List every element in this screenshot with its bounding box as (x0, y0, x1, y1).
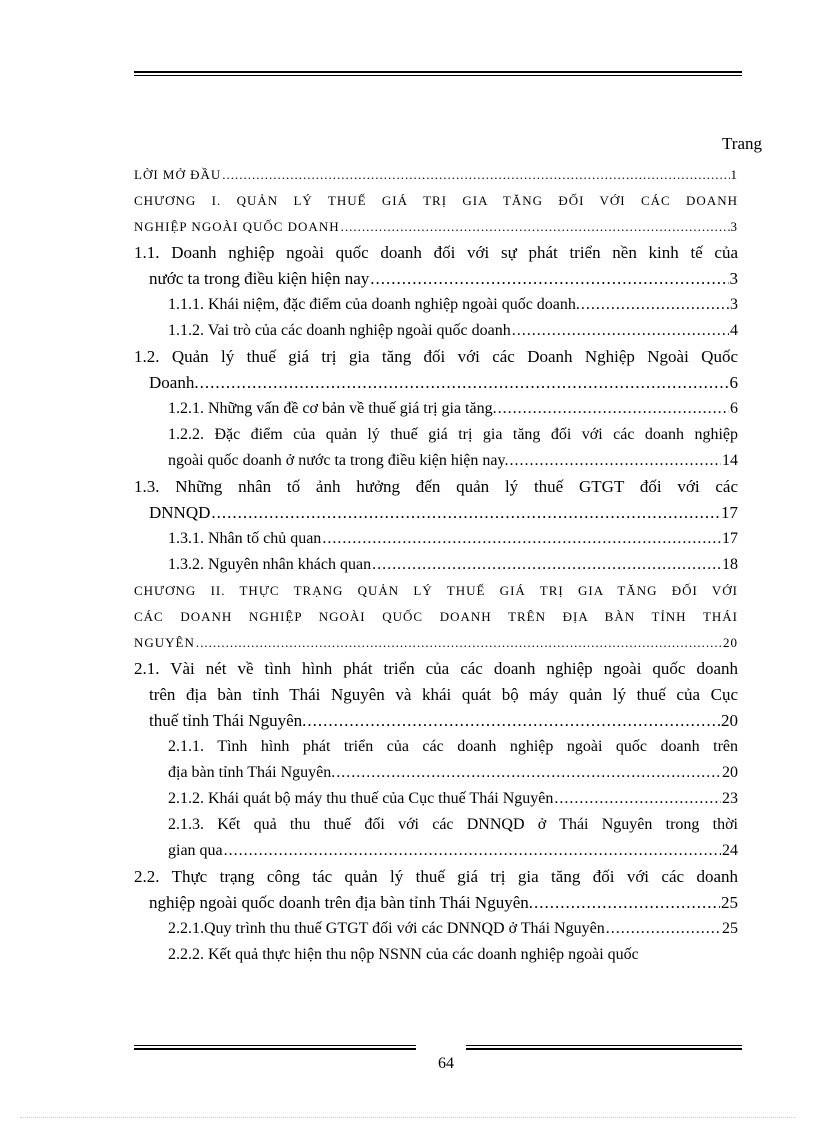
toc-page-number: 17 (721, 503, 738, 522)
toc-entry-text: ngoài quốc doanh ở nước ta trong điều kiện hiện nay. (168, 452, 509, 469)
dot-leader (307, 708, 720, 734)
toc-entry-text: 1.3.1. Nhân tố chủ quan (168, 530, 322, 547)
toc-page-number: 20 (721, 711, 738, 730)
toc-entry-text: trên địa bàn tỉnh Thái Nguyên và khái quát bộ máy quản lý thuế của Cục (149, 685, 738, 704)
dot-leader (581, 292, 729, 318)
toc-entry-text: Doanh. (149, 373, 199, 392)
toc-page-number: 3 (730, 219, 738, 234)
header-double-rule (134, 71, 742, 77)
toc-entry-text: DNNQD (149, 503, 211, 522)
toc-entry[interactable] (134, 318, 738, 344)
toc-entry[interactable] (134, 240, 738, 292)
toc-entry-text: 1.2.1. Những vấn đề cơ bản về thuế giá trị gia tăng. (168, 400, 497, 417)
dot-leader (224, 838, 721, 864)
dot-leader (370, 266, 728, 292)
toc-entry-text: CHƯƠNG II. THỰC TRẠNG QUẢN LÝ THUẾ GIÁ TRỊ GIA TĂNG ĐỐI VỚI (134, 583, 738, 598)
toc-page-number: 1 (730, 167, 738, 182)
page-column-heading: Trang (722, 134, 762, 153)
toc-page-number: 4 (730, 322, 738, 339)
toc-entry-text: 1.3. Những nhân tố ảnh hưởng đến quản lý thuế GTGT đối với các (134, 477, 738, 496)
toc-entry-text: 2.1.3. Kết quả thu thuế đối với các DNNQD ở Thái Nguyên trong thời (168, 816, 738, 833)
toc-entry[interactable] (134, 786, 738, 812)
dot-leader (534, 890, 720, 916)
toc-page-number: 3 (729, 269, 738, 288)
toc-entry[interactable] (134, 552, 738, 578)
toc-entry-text: 1.1.2. Vai trò của các doanh nghiệp ngoài quốc doanh (168, 322, 511, 339)
footer-rule-right (466, 1045, 742, 1051)
dot-leader (372, 552, 721, 578)
page-edge-dots (20, 1117, 796, 1118)
toc-entry-text: 1.3.2. Nguyên nhân khách quan (168, 556, 372, 573)
dot-leader (322, 526, 721, 552)
toc-page-number: 20 (722, 764, 738, 781)
dot-leader (498, 396, 729, 422)
toc-entry-text: CHƯƠNG I. QUẢN LÝ THUẾ GIÁ TRỊ GIA TĂNG ĐỐI VỚI CÁC DOANH (134, 193, 738, 208)
toc-entry-text: NGHIỆP NGOÀI QUỐC DOANH (134, 219, 340, 234)
toc-entry-text: nước ta trong điều kiện hiện nay (149, 269, 370, 288)
toc-entry-text: thuế tỉnh Thái Nguyên. (149, 711, 307, 730)
toc-page-number: 6 (730, 400, 738, 417)
dot-leader (211, 500, 720, 526)
toc-entry-text: 2.2. Thực trạng công tác quản lý thuế giá trị gia tăng đối với các doanh (134, 867, 738, 886)
dot-leader (606, 916, 721, 942)
footer-rule-left (134, 1045, 416, 1051)
toc-entry-text: địa bàn tỉnh Thái Nguyên. (168, 764, 336, 781)
dot-leader (222, 162, 729, 188)
page-number: 64 (438, 1055, 454, 1072)
toc-page-number: 23 (722, 790, 738, 807)
toc-entry[interactable] (134, 396, 738, 422)
toc-entry-text: gian qua (168, 842, 223, 859)
toc-entry-text: 1.1. Doanh nghiệp ngoài quốc doanh đối với sự phát triển nền kinh tế của (134, 243, 738, 262)
toc-entry[interactable] (134, 422, 738, 474)
dot-leader (341, 214, 730, 240)
toc-entry[interactable] (134, 292, 738, 318)
toc-entry-text: 2.2.1.Quy trình thu thuế GTGT đối với các DNNQD ở Thái Nguyên (168, 920, 605, 937)
toc-entry-text: CÁC DOANH NGHIỆP NGOÀI QUỐC DOANH TRÊN ĐỊA BÀN TỈNH THÁI (134, 609, 738, 624)
table-of-contents (134, 162, 738, 968)
toc-entry[interactable] (134, 474, 738, 526)
toc-entry[interactable] (134, 162, 738, 188)
dot-leader (196, 630, 722, 656)
toc-entry-text: NGUYÊN (134, 635, 195, 650)
toc-entry[interactable] (134, 734, 738, 786)
toc-page-number: 6 (729, 373, 738, 392)
toc-entry-text: 2.1. Vài nét về tình hình phát triển của các doanh nghiệp ngoài quốc doanh (134, 659, 738, 678)
toc-page-number: 3 (730, 296, 738, 313)
toc-page-number: 18 (722, 556, 738, 573)
dot-leader (512, 318, 729, 344)
toc-entry-text: 2.2.2. Kết quả thực hiện thu nộp NSNN của các doanh nghiệp ngoài quốc (168, 946, 639, 963)
toc-page-number: 25 (721, 893, 738, 912)
dot-leader (554, 786, 721, 812)
toc-entry[interactable] (134, 344, 738, 396)
toc-entry[interactable] (134, 942, 738, 968)
toc-entry[interactable] (134, 526, 738, 552)
toc-entry-text: 1.2.2. Đặc điểm của quản lý thuế giá trị gia tăng đối với các doanh nghiệp (168, 426, 738, 443)
toc-entry-text: LỜI MỞ ĐẦU (134, 167, 222, 182)
toc-entry-text: 1.2. Quản lý thuế giá trị gia tăng đối với các Doanh Nghiệp Ngoài Quốc (134, 347, 738, 366)
toc-page-number: 25 (722, 920, 738, 937)
dot-leader (200, 370, 729, 396)
toc-page-number: 17 (722, 530, 738, 547)
toc-entry[interactable] (134, 916, 738, 942)
toc-entry[interactable] (134, 812, 738, 864)
toc-entry-text: 2.1.2. Khái quát bộ máy thu thuế của Cục thuế Thái Nguyên (168, 790, 554, 807)
toc-entry-text: 2.1.1. Tình hình phát triển của các doanh nghiệp ngoài quốc doanh trên (168, 738, 738, 755)
toc-entry[interactable] (134, 656, 738, 734)
toc-entry-text: nghiệp ngoài quốc doanh trên địa bàn tỉnh Thái Nguyên. (149, 893, 533, 912)
toc-page-number: 24 (722, 842, 738, 859)
toc-entry[interactable] (134, 188, 738, 240)
toc-page-number: 14 (722, 452, 738, 469)
dot-leader (336, 760, 721, 786)
dot-leader (509, 448, 721, 474)
toc-entry-text: 1.1.1. Khái niệm, đặc điểm của doanh nghiệp ngoài quốc doanh. (168, 296, 580, 313)
toc-entry[interactable] (134, 578, 738, 656)
toc-entry[interactable] (134, 864, 738, 916)
toc-page-number: 20 (723, 635, 738, 650)
